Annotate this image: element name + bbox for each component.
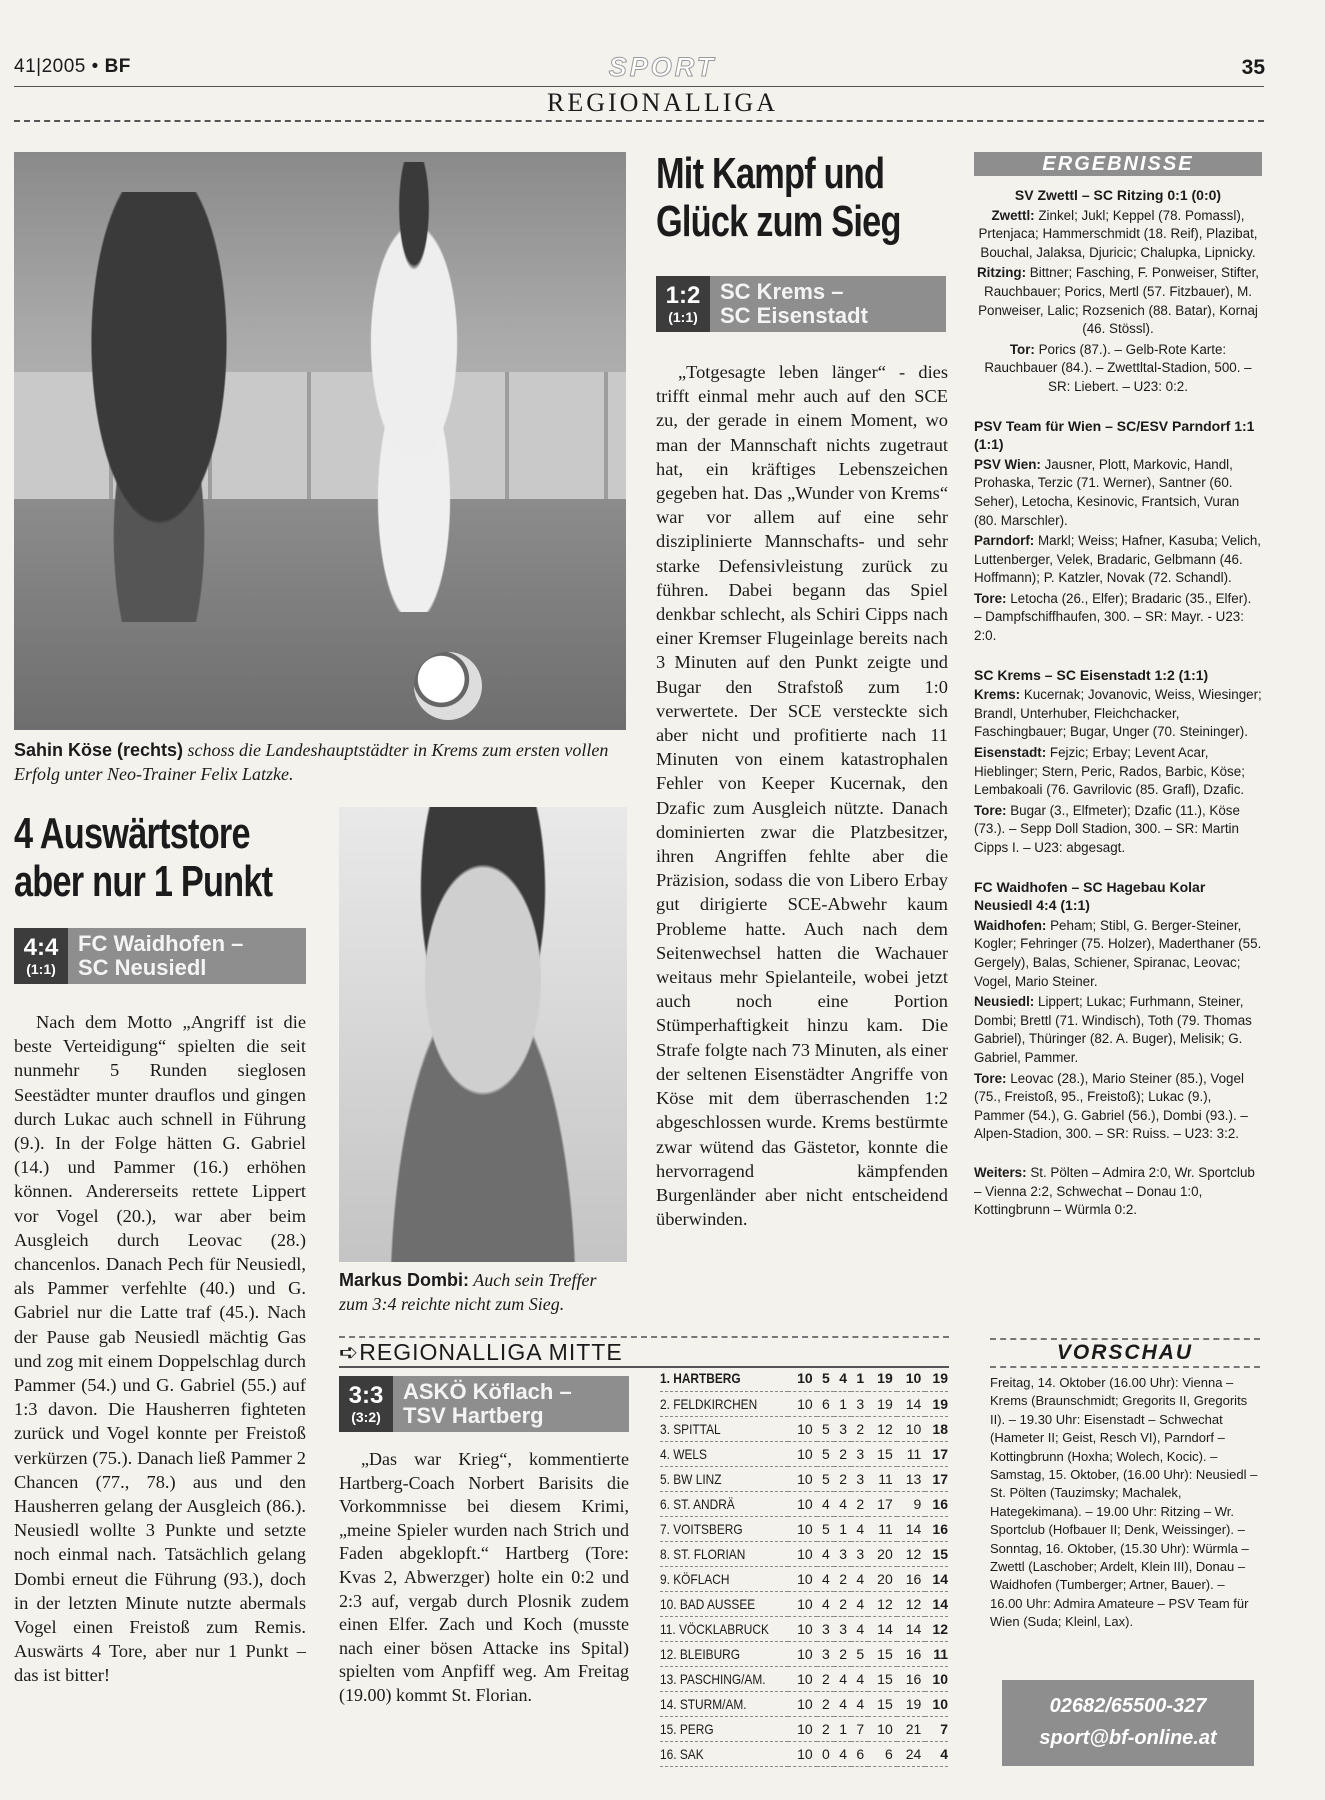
points-cell: 19 (925, 1391, 948, 1416)
portrait-caption (339, 1268, 627, 1316)
stat-cell: 10 (788, 1441, 817, 1466)
score-block: 3:3 (3:2) (339, 1376, 393, 1432)
stat-cell: 11 (868, 1466, 897, 1491)
table-row (660, 1416, 948, 1441)
results-list (974, 186, 1262, 1220)
stat-cell: 1 (834, 1516, 851, 1541)
stat-cell: 4 (834, 1491, 851, 1516)
score-box (14, 928, 306, 984)
points-cell: 12 (925, 1616, 948, 1641)
stat-cell: 14 (897, 1616, 926, 1641)
stat-cell: 10 (788, 1541, 817, 1566)
preview-title: VORSCHAU (990, 1338, 1260, 1368)
stat-cell: 10 (788, 1391, 817, 1416)
stat-cell: 10 (788, 1416, 817, 1441)
points-cell: 18 (925, 1416, 948, 1441)
article-headline: Mit Kampf und Glück zum Sieg (656, 149, 901, 246)
stat-cell: 2 (834, 1591, 851, 1616)
stat-cell: 20 (868, 1566, 897, 1591)
rubric-title: REGIONALLIGA (547, 88, 778, 117)
stat-cell: 12 (868, 1416, 897, 1441)
points-cell: 16 (925, 1516, 948, 1541)
table-row (660, 1566, 948, 1591)
stat-cell: 1 (851, 1366, 868, 1391)
stat-cell: 2 (817, 1666, 834, 1691)
stat-cell: 10 (788, 1591, 817, 1616)
stat-cell: 4 (817, 1591, 834, 1616)
stat-cell: 5 (851, 1641, 868, 1666)
team-name: 10. BAD AUSSEE (660, 1591, 788, 1616)
team-name: 12. BLEIBURG (660, 1641, 788, 1666)
stat-cell: 2 (817, 1716, 834, 1741)
team-name: 2. FELDKIRCHEN (660, 1391, 788, 1416)
stat-cell: 4 (851, 1616, 868, 1641)
stat-cell: 3 (851, 1391, 868, 1416)
stat-cell: 7 (851, 1716, 868, 1741)
table-row (660, 1516, 948, 1541)
issue-date: 41|2005 • BF (14, 56, 131, 77)
stat-cell: 10 (897, 1416, 926, 1441)
result-game: FC Waidhofen – SC Hagebau Kolar Neusiedl 4:4 (1:1) Waidhofen: Peham; Stibl, G. Berger-Steiner, Kogler; Fehringer (75. Holzer), Maderthaner (55. Gergely), Balas, Schiener, Spiranac, Leovac; Vogel, Mario Steiner. Neusiedl: Lippert; Lukac; Furhmann, Steiner, Dombi; Brettl (71. Windisch), Toth (79. Thomas Gabriel), Thüringer (82. A. Buger), Melisik; G. Gabriel, Pammer. Tore: Leovac (28.), Mario Steiner (85.), Vogel (75., Freistoß, 95., Freistoß); Lukac (9.), Pammer (54.), G. Gabriel (56.), Dombi (93.). – Alpen-Stadion, 300. – SR: Ruiss. – U23: 3:2. (974, 878, 1262, 1142)
stat-cell: 3 (851, 1466, 868, 1491)
stat-cell: 4 (834, 1366, 851, 1391)
stat-cell: 5 (817, 1366, 834, 1391)
arrow-icon: ➪ (339, 1339, 360, 1365)
stat-cell: 3 (817, 1616, 834, 1641)
team-name: 6. ST. ANDRÄ (660, 1491, 788, 1516)
team-name: 4. WELS (660, 1441, 788, 1466)
table-row (660, 1616, 948, 1641)
points-cell: 16 (925, 1491, 948, 1516)
stat-cell: 17 (868, 1491, 897, 1516)
team-name: 13. PASCHING/AM. (660, 1666, 788, 1691)
stat-cell: 11 (897, 1441, 926, 1466)
stat-cell: 15 (868, 1691, 897, 1716)
points-cell: 14 (925, 1566, 948, 1591)
football-icon (414, 652, 482, 720)
stat-cell: 2 (834, 1641, 851, 1666)
table-row (660, 1691, 948, 1716)
points-cell: 4 (925, 1741, 948, 1766)
stat-cell: 15 (868, 1641, 897, 1666)
result-game: PSV Team für Wien – SC/ESV Parndorf 1:1 (1:1) PSV Wien: Jausner, Plott, Markovic, Handl, Prohaska, Terzic (71. Werner), Santner (60. Seher), Letocha, Kesinovic, Frantsich, Vuran (80. Marschler). Parndorf: Markl; Weiss; Hafner, Kasuba; Velich, Luttenberger, Velek, Bradaric, Gelbmann (46. Hoffmann); P. Katzler, Novak (72. Schandl). Tore: Letocha (26., Elfer); Bradaric (35., Elfer). – Dampfschiffhaufen, 300. – SR: Mayr. - U23: 2:0. (974, 417, 1262, 644)
stat-cell: 13 (897, 1466, 926, 1491)
table-row (660, 1441, 948, 1466)
stat-cell: 3 (834, 1541, 851, 1566)
league-heading: ➪REGIONALLIGA MITTE (339, 1336, 949, 1368)
table-row (660, 1466, 948, 1491)
table-row (660, 1366, 948, 1391)
player-portrait (339, 807, 627, 1262)
points-cell: 10 (925, 1691, 948, 1716)
stat-cell: 16 (897, 1566, 926, 1591)
teams-block: FC Waidhofen – SC Neusiedl (68, 928, 306, 984)
stat-cell: 16 (897, 1641, 926, 1666)
stat-cell: 4 (817, 1566, 834, 1591)
table-row (660, 1741, 948, 1766)
result-game: SC Krems – SC Eisenstadt 1:2 (1:1) Krems: Kucernak; Jovanovic, Weiss, Wiesinger; Brandl, Unterhuber, Fleichchacker, Faschingbauer; Bugar, Unger (70. Steininger). Eisenstadt: Fejzic; Erbay; Levent Acar, Hieblinger; Stern, Peric, Rados, Barbic, Köse; Lembakoali (76. Gavrilovic (85. Grafl), Dzafic. Tore: Bugar (3., Elfmeter); Dzafic (11.), Köse (73.). – Sepp Doll Stadion, 300. – SR: Martin Cipps I. – U23: abgesagt. (974, 666, 1262, 855)
stat-cell: 10 (788, 1716, 817, 1741)
stat-cell: 3 (817, 1641, 834, 1666)
article-waidhofen (14, 810, 326, 1688)
score-block: 1:2 (1:1) (656, 276, 710, 332)
stat-cell: 6 (851, 1741, 868, 1766)
points-cell: 10 (925, 1666, 948, 1691)
stat-cell: 4 (834, 1666, 851, 1691)
team-name: 15. PERG (660, 1716, 788, 1741)
stat-cell: 4 (834, 1741, 851, 1766)
sidebar (974, 152, 1262, 1222)
stat-cell: 5 (817, 1416, 834, 1441)
stat-cell: 21 (897, 1716, 926, 1741)
header-rule (14, 86, 1264, 87)
stat-cell: 3 (834, 1416, 851, 1441)
points-cell: 19 (925, 1366, 948, 1391)
team-name: 7. VOITSBERG (660, 1516, 788, 1541)
stat-cell: 12 (897, 1541, 926, 1566)
caption-name: Sahin Köse (rechts) (14, 740, 184, 760)
stat-cell: 19 (868, 1391, 897, 1416)
article-krems (656, 150, 948, 1231)
stat-cell: 10 (788, 1616, 817, 1641)
stat-cell: 1 (834, 1391, 851, 1416)
stat-cell: 12 (868, 1591, 897, 1616)
stat-cell: 15 (868, 1666, 897, 1691)
contact-phone[interactable]: 02682/65500-327 (1049, 1695, 1207, 1717)
points-cell: 15 (925, 1541, 948, 1566)
stat-cell: 4 (851, 1591, 868, 1616)
other-results: Weiters: St. Pölten – Admira 2:0, Wr. Sportclub – Vienna 2:2, Schwechat – Donau 1:0, Kottingbrunn – Würmla 0:2. (974, 1164, 1255, 1218)
table-row (660, 1641, 948, 1666)
stat-cell: 4 (851, 1691, 868, 1716)
stat-cell: 12 (897, 1591, 926, 1616)
page-number: 35 (1241, 56, 1265, 79)
stat-cell: 5 (817, 1441, 834, 1466)
stat-cell: 4 (851, 1516, 868, 1541)
header-dashed-rule (14, 120, 1264, 122)
team-name: 9. KÖFLACH (660, 1566, 788, 1591)
score-box (339, 1376, 629, 1432)
stat-cell: 20 (868, 1541, 897, 1566)
stat-cell: 9 (897, 1491, 926, 1516)
team-name: 3. SPITTAL (660, 1416, 788, 1441)
stat-cell: 10 (788, 1666, 817, 1691)
photo-caption (14, 738, 626, 786)
stat-cell: 4 (851, 1666, 868, 1691)
stat-cell: 4 (817, 1541, 834, 1566)
caption-name: Markus Dombi: (339, 1270, 470, 1290)
stat-cell: 19 (868, 1366, 897, 1391)
stat-cell: 16 (897, 1666, 926, 1691)
stat-cell: 10 (788, 1466, 817, 1491)
points-cell: 17 (925, 1466, 948, 1491)
stat-cell: 1 (834, 1716, 851, 1741)
article-body: „Totgesagte leben länger“ - dies trifft einmal mehr auch auf den SCE zu, der gerade in einem Moment, wo man der Mannschaft nichts zugetraut hat, ein kräftiges Lebenszeichen gegeben hat. Das „Wunder von Krems“ war vor allem auf eine sehr disziplinierte Mannschafts- und sehr starke Defensivleistung zurück zu führen. Dabei begann das Spiel denkbar schlecht, als Schiri Cipps nach einer Kremser Flugeinlage bereits nach 3 Minuten auf den Punkt zeigte und Bugar den Strafstoß zum 1:0 verwertete. Der SCE versteckte sich aber nicht und profitierte nach 11 Minuten von einem katastrophalen Fehler von Keeper Kucernak, den Dzafic zum Ausgleich nützte. Danach dominierten zwar die Platzbesitzer, ihren Angriffen fehlte aber die Präzision, sodass die von Libero Erbay gut dirigierte SCE-Abwehr kaum Probleme hatte. Auch nach dem Seitenwechsel hatten die Wachauer weitaus mehr Spielanteile, wobei jetzt auch noch eine Portion Stümperhaftigkeit hinzu kam. Die Strafe folgte nach 73 Minuten, als einer der seltenen Eisenstädter Angriffe von Köse mit dem überraschenden 1:2 abgeschlossen wurde. Krems bestürmte zwar wütend das Gästetor, konnte die hervorragend kämpfenden Burgenländer aber nicht entscheidend überwinden. (656, 362, 948, 1230)
points-cell: 14 (925, 1591, 948, 1616)
stat-cell: 3 (851, 1541, 868, 1566)
teams-block: ASKÖ Köflach – TSV Hartberg (393, 1376, 629, 1432)
stat-cell: 4 (851, 1566, 868, 1591)
table-row (660, 1666, 948, 1691)
stat-cell: 3 (834, 1616, 851, 1641)
stat-cell: 6 (868, 1741, 897, 1766)
stat-cell: 10 (788, 1741, 817, 1766)
stat-cell: 10 (788, 1516, 817, 1541)
player-left-figure (54, 192, 264, 622)
article-headline: 4 Auswärtstore aber nur 1 Punkt (14, 809, 273, 906)
stat-cell: 5 (817, 1516, 834, 1541)
stat-cell: 14 (897, 1391, 926, 1416)
stat-cell: 4 (834, 1691, 851, 1716)
stat-cell: 24 (897, 1741, 926, 1766)
team-name: 14. STURM/AM. (660, 1691, 788, 1716)
section-label: SPORT (608, 52, 717, 82)
player-right-figure (314, 162, 514, 612)
team-name: 5. BW LINZ (660, 1466, 788, 1491)
league-table (660, 1366, 948, 1767)
match-photo (14, 152, 626, 730)
stat-cell: 2 (851, 1491, 868, 1516)
stat-cell: 15 (868, 1441, 897, 1466)
result-game: SV Zwettl – SC Ritzing 0:1 (0:0) Zwettl: Zinkel; Jukl; Keppel (78. Pomassl), Prtenjaca; Hammerschmidt (18. Reif), Plazibat, Bouchal, Jalaksa, Djuricic; Chalupka, Lipnicky. Ritzing: Bittner; Fasching, F. Ponweiser, Stifter, Rauchbauer; Porics, Mertl (57. Fitzbauer), M. Ponweiser, Lalic; Rozsenich (88. Batar), Kornaj (46. Stössl). Tor: Porics (87.). – Gelb-Rote Karte: Rauchbauer (84.). – Zwettltal-Stadion, 500. – SR: Liebert. – U23: 0:2. (976, 187, 1260, 394)
team-name: 8. ST. FLORIAN (660, 1541, 788, 1566)
stat-cell: 10 (788, 1366, 817, 1391)
results-title: ERGEBNISSE (974, 152, 1262, 176)
teams-block: SC Krems – SC Eisenstadt (710, 276, 946, 332)
preview-text: Freitag, 14. Oktober (16.00 Uhr): Vienna – Krems (Braunschmidt; Gregorits II, Gregorits II). – 19.30 Uhr: Eisenstadt – Schwechat (Hameter II; Geist, Resch VI), Parndorf – Kottingbrunn (Hoxha; Wolech, Kocic). – Samstag, 15. Oktober, (16.00 Uhr): Neusiedl – St. Pölten (Tauzimsky; Machalek, Hategekimana). – 19.00 Uhr: Ritzing – Wr. Sportclub (Hofbauer II; Denk, Weissinger). – Sonntag, 16. Oktober, (15.30 Uhr): Würmla – Zwettl (Laschober; Ardelt, Klein III), Donau – Waidhofen (Tumberger; Artner, Bauer). – 16.00 Uhr: Admira Amateure – PSV Team für Wien (Suda; Kleinl, Lax). (990, 1375, 1258, 1630)
stat-cell: 19 (897, 1691, 926, 1716)
article-koeflach (339, 1376, 629, 1708)
table-row (660, 1716, 948, 1741)
stat-cell: 10 (788, 1566, 817, 1591)
stat-cell: 6 (817, 1391, 834, 1416)
stat-cell: 2 (834, 1566, 851, 1591)
article-body: „Das war Krieg“, kommentierte Hartberg-Coach Norbert Barisits die Vorkommnisse bei diesem Krimi, „meine Spieler wurden nach Strich und Faden abgeklopft.“ Hartberg (Tore: Kvas 2, Abwerzger) holte ein 0:2 und 2:3 auf, vergab durch Plosnik zudem einen Elfer. Zach und Koch (musste nach einer bösen Attacke ins Spital) spielten vom Anpfiff weg. Am Freitag (19.00) kommt St. Florian. (339, 1449, 629, 1705)
points-cell: 17 (925, 1441, 948, 1466)
points-cell: 11 (925, 1641, 948, 1666)
points-cell: 7 (925, 1716, 948, 1741)
article-body: Nach dem Motto „Angriff ist die beste Verteidigung“ spielten die seit nunmehr 5 Runden sieglosen Seestädter munter drauflos und gingen durch Lukac auch schnell in Führung (9.). In der Folge hätten G. Gabriel (14.) und Pammer (16.) erhöhen können. Andererseits rettete Lippert vor Vogel (20.), war aber beim Ausgleich durch Leovac (28.) chancenlos. Danach Pech für Neusiedl, als Pammer verfehlte (40.) und G. Gabriel nur die Latte traf (45.). Nach der Pause gab Neusiedl mächtig Gas und zog mit einem Doppelschlag durch Pammer (54.) und G. Gabriel (55.) auf 1:3 davon. Die Hausherren fighteten zurück und Vogel konnte per Freistoß verkürzen (75.). Danach ließ Pammer 2 Chancen (77., 78.) aus und den Hausherren gelang der Ausgleich (86.). Neusiedl wollte 3 Punkte und setzte noch einmal nach. Tatsächlich gelang Dombi erneut die Führung (93.), doch in der letzten Minute nutzte abermals Vogel einen Freistoß zum Remis. Auswärts 4 Tore, aber nur 1 Punkt – das ist bitter! (14, 1012, 306, 1686)
league-section (339, 1336, 949, 1368)
stat-cell: 3 (851, 1441, 868, 1466)
table-row (660, 1541, 948, 1566)
preview-box (990, 1338, 1260, 1632)
stat-cell: 10 (788, 1491, 817, 1516)
stat-cell: 5 (817, 1466, 834, 1491)
stat-cell: 10 (897, 1366, 926, 1391)
contact-email[interactable]: sport@bf-online.at (1039, 1727, 1217, 1749)
caption-text: Auch sein Treffer zum 3:4 reichte nicht zum Sieg. (339, 1270, 597, 1314)
stat-cell: 0 (817, 1741, 834, 1766)
caption-text: schoss die Landeshauptstädter in Krems zum ersten vollen Erfolg unter Neo-Trainer Felix Latzke. (14, 740, 609, 784)
table-row (660, 1591, 948, 1616)
team-name: 11. VÖCKLABRUCK (660, 1616, 788, 1641)
stat-cell: 11 (868, 1516, 897, 1541)
team-name: 1. HARTBERG (660, 1366, 788, 1391)
table-row (660, 1391, 948, 1416)
score-block: 4:4 (1:1) (14, 928, 68, 984)
stat-cell: 14 (868, 1616, 897, 1641)
team-name: 16. SAK (660, 1741, 788, 1766)
stat-cell: 2 (851, 1416, 868, 1441)
table-row (660, 1491, 948, 1516)
stat-cell: 4 (817, 1491, 834, 1516)
stat-cell: 14 (897, 1516, 926, 1541)
standings-table (660, 1366, 948, 1767)
stat-cell: 10 (788, 1691, 817, 1716)
stat-cell: 2 (834, 1466, 851, 1491)
stat-cell: 2 (817, 1691, 834, 1716)
stat-cell: 10 (868, 1716, 897, 1741)
stat-cell: 2 (834, 1441, 851, 1466)
stat-cell: 10 (788, 1641, 817, 1666)
contact-box (1002, 1680, 1254, 1766)
score-box (656, 276, 946, 332)
